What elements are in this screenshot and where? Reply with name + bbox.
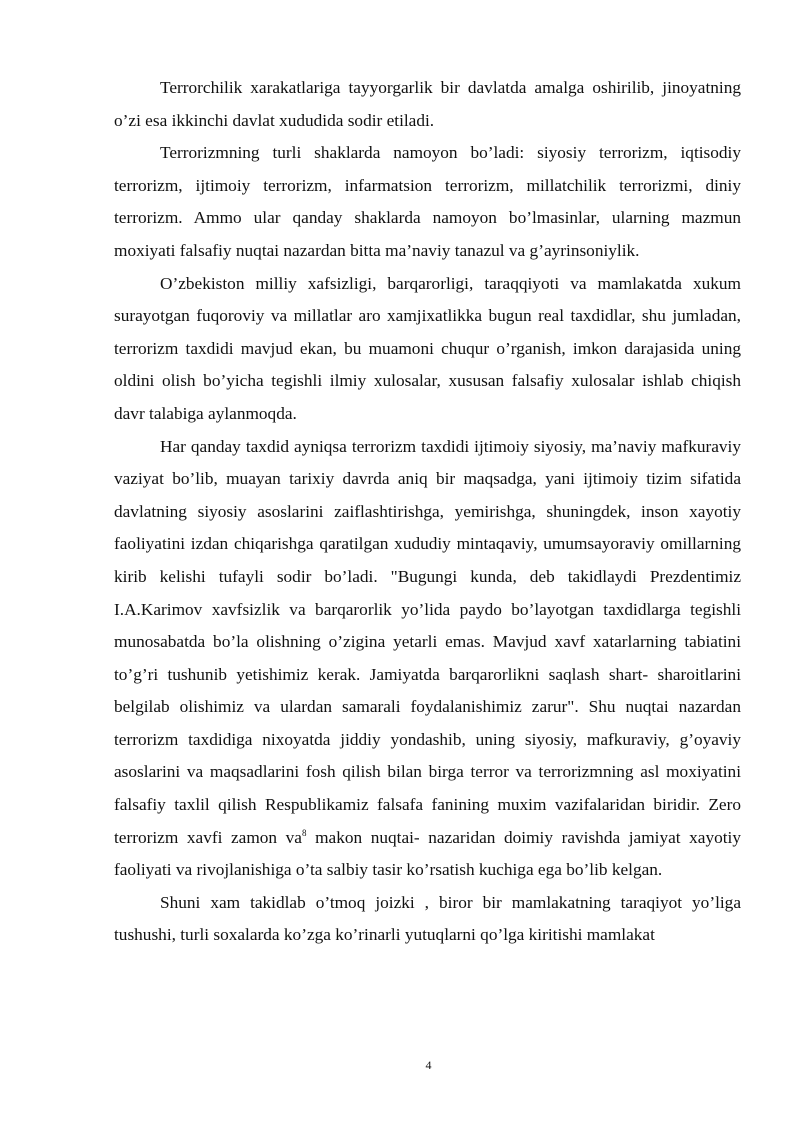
- document-page: [114, 72, 741, 952]
- paragraph-5: Shuni xam takidlab o’tmoq joizki , biror bir mamlakatning taraqiyot yo’liga tushushi, turli soxalarda ko’zga ko’rinarli yutuqlarni qo’lga kiritishi mamlakat: [114, 892, 741, 945]
- paragraph-1: Terrorchilik xarakatlariga tayyorgarlik bir davlatda amalga oshirilib, jinoyatning o’zi esa ikkinchi davlat xududida sodir etiladi.: [114, 78, 741, 130]
- paragraph-4: [114, 431, 741, 887]
- footnote-reference[interactable]: 8: [301, 827, 307, 838]
- paragraph-4-text-continued: makon nuqtai- nazaridan doimiy ravishda jamiyat xayotiy faoliyati va rivojlanishiga o’ta salbiy tasir ko’rsatish kuchiga ega bo’lib kelgan.: [114, 827, 741, 880]
- paragraph-2: Terrorizmning turli shaklarda namoyon bo’ladi: siyosiy terrorizm, iqtisodiy terrorizm, ijtimoiy terrorizm, infarmatsion terrorizm, millatchilik terrorizmi, diniy terrorizm. Ammo ular qanday shaklarda namoyon bo’lmasinlar, ularning mazmun moxiyati falsafiy nuqtai nazardan bitta ma’naviy tanazul va g’ayrinsoniylik.: [114, 143, 741, 260]
- page-number: 4: [425, 1058, 432, 1072]
- paragraph-3: O’zbekiston milliy xafsizligi, barqarorligi, taraqqiyoti va mamlakatda xukum surayotgan fuqoroviy va millatlar aro xamjixatlikka bugun real taxdidlar, shu jumladan, terrorizm taxdidi mavjud ekan, bu muamoni chuqur o’rganish, imkon darajasida uning oldini olish bo’yicha tegishli ilmiy xulosalar, xususan falsafiy xulosalar ishlab chiqish davr talabiga aylanmoqda.: [114, 273, 741, 423]
- paragraph-4-text: Har qanday taxdid ayniqsa terrorizm taxdidi ijtimoiy siyosiy, ma’naviy mafkuraviy vaziyat bo’lib, muayan tarixiy davrda aniq bir maqsadga, yani ijtimoiy tizim sifatida davlatning siyosiy asoslarini zaiflashtirishga, yemirishga, shuningdek, inson xayotiy faoliyatini izdan chiqarishga qaratilgan xududiy mintaqaviy, umumsayoraviy omillarning kirib kelishi tufayli sodir bo’ladi. "Bugungi kunda, deb takidlaydi Prezdentimiz I.A.Karimov xavfsizlik va barqarorlik yo’lida paydo bo’layotgan taxdidlarga tegishli munosabatda bo’la olishning o’zigina yetarli emas. Mavjud xavf xatarlarning tabiatini to’g’ri tushunib yetishimiz kerak. Jamiyatda barqarorlikni saqlash shart- sharoitlarini belgilab olishimiz va ulardan samarali foydalanishimiz zarur". Shu nuqtai nazardan terrorizm taxdidiga nixoyatda jiddiy yondashib, uning siyosiy, mafkuraviy, g’oyaviy asoslarini va maqsadlarini fosh qilish bilan birga terror va terrorizmning asl moxiyatini falsafiy taxlil qilish Respublikamiz falsafa fanining muxim vazifalaridan biridir. Zero terrorizm xavfi zamon va: [114, 436, 741, 847]
